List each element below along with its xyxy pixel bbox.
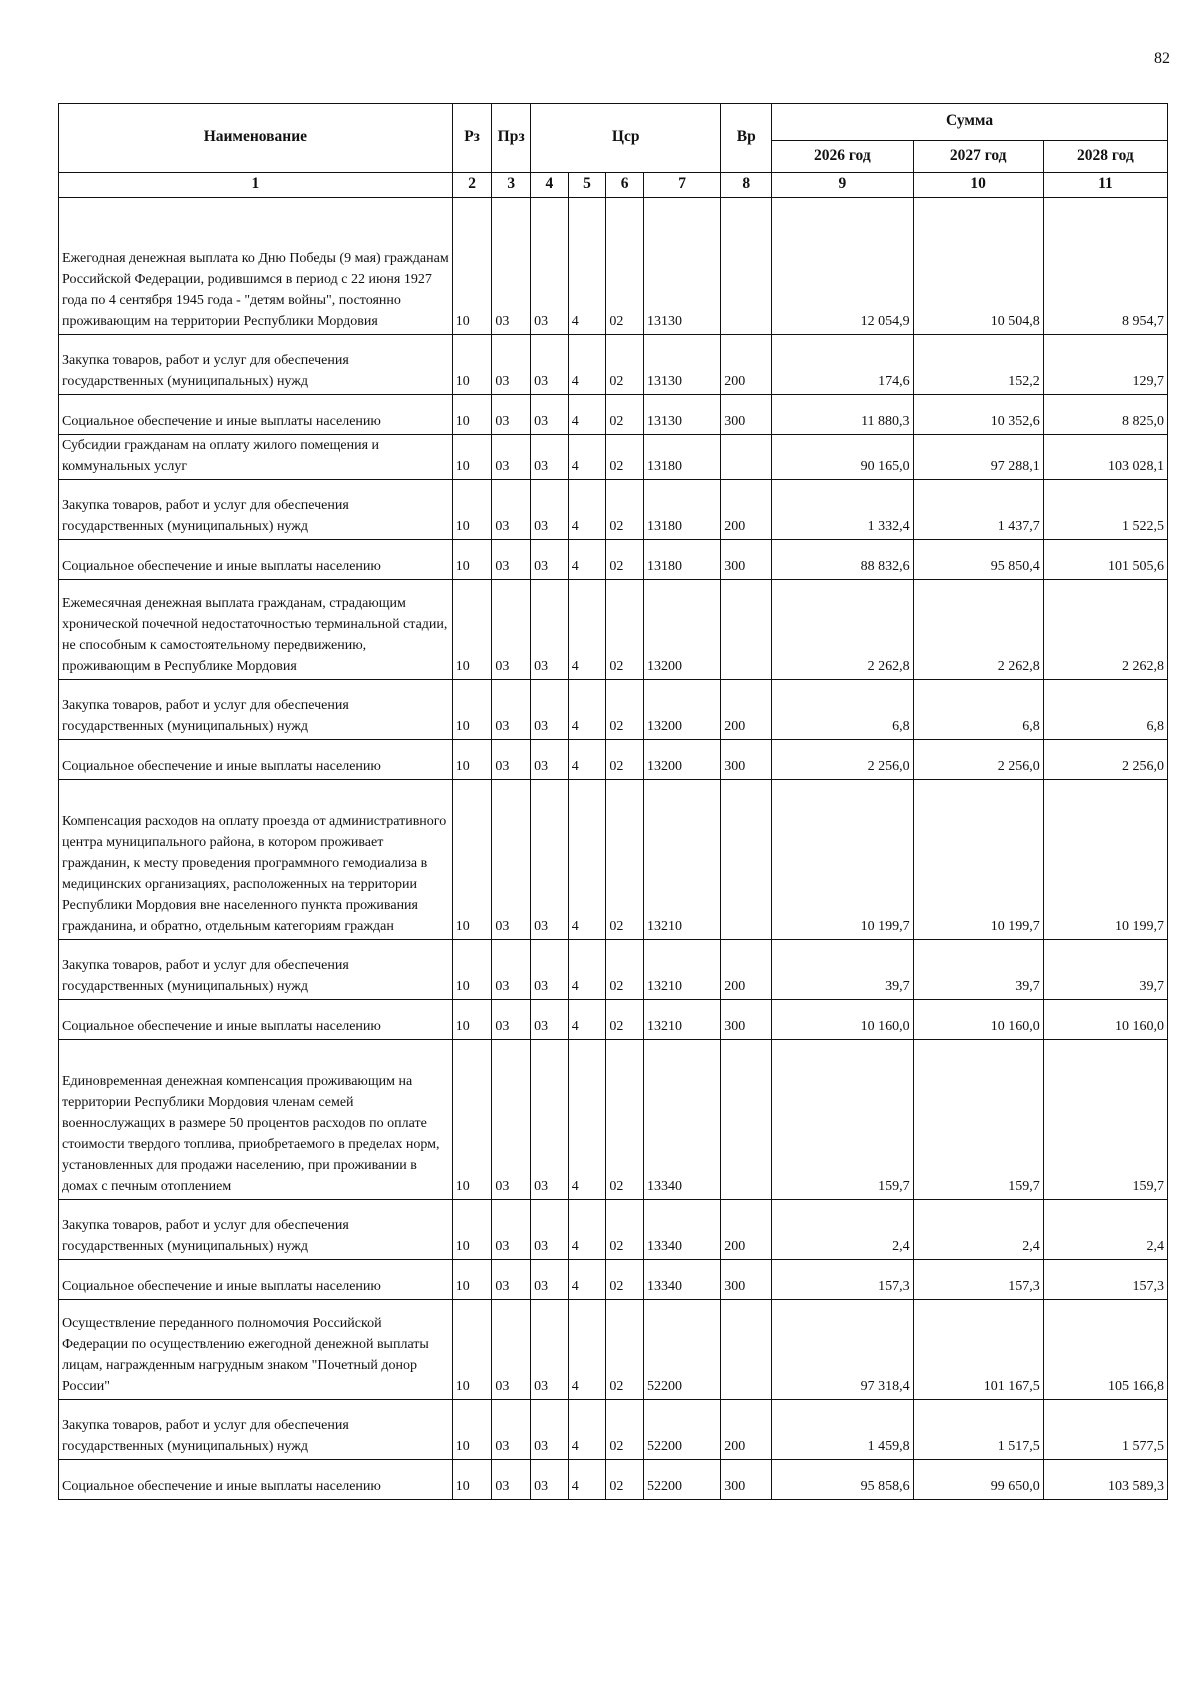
row-vr (721, 1300, 772, 1400)
row-vr: 300 (721, 1000, 772, 1040)
row-amount-2027: 1 437,7 (913, 480, 1043, 540)
row-csr-part1: 03 (531, 1040, 569, 1200)
row-rz: 10 (452, 1400, 492, 1460)
row-amount-2026: 2,4 (772, 1200, 913, 1260)
row-csr-part2: 4 (568, 335, 606, 395)
row-csr-part1: 03 (531, 580, 569, 680)
row-amount-2026: 157,3 (772, 1260, 913, 1300)
row-prz: 03 (492, 540, 531, 580)
row-prz: 03 (492, 780, 531, 940)
table-row (59, 740, 1168, 780)
column-number: 5 (568, 173, 606, 198)
row-csr-part2: 4 (568, 940, 606, 1000)
row-csr-part3: 02 (606, 1460, 644, 1500)
row-amount-2028: 159,7 (1043, 1040, 1167, 1200)
row-csr-part3: 02 (606, 580, 644, 680)
row-csr-part2: 4 (568, 480, 606, 540)
row-prz: 03 (492, 580, 531, 680)
row-amount-2027: 97 288,1 (913, 435, 1043, 480)
row-name: Субсидии гражданам на оплату жилого помещения и коммунальных услуг (59, 435, 453, 480)
row-amount-2027: 10 160,0 (913, 1000, 1043, 1040)
table-row (59, 540, 1168, 580)
row-csr-part1: 03 (531, 435, 569, 480)
row-csr-part4: 13130 (643, 335, 720, 395)
row-amount-2028: 1 577,5 (1043, 1400, 1167, 1460)
row-amount-2026: 1 332,4 (772, 480, 913, 540)
row-csr-part4: 13210 (643, 1000, 720, 1040)
row-prz: 03 (492, 435, 531, 480)
row-vr: 200 (721, 1200, 772, 1260)
row-amount-2027: 101 167,5 (913, 1300, 1043, 1400)
column-number: 7 (643, 173, 720, 198)
row-csr-part3: 02 (606, 780, 644, 940)
row-csr-part1: 03 (531, 198, 569, 335)
row-vr: 300 (721, 540, 772, 580)
budget-table (58, 103, 1168, 1500)
row-amount-2027: 95 850,4 (913, 540, 1043, 580)
table-row (59, 1460, 1168, 1500)
row-amount-2027: 2 262,8 (913, 580, 1043, 680)
header-prz: Прз (492, 104, 531, 173)
row-csr-part1: 03 (531, 335, 569, 395)
row-csr-part2: 4 (568, 1400, 606, 1460)
page-number: 82 (1154, 50, 1170, 67)
row-amount-2028: 129,7 (1043, 335, 1167, 395)
row-csr-part2: 4 (568, 1000, 606, 1040)
row-amount-2028: 1 522,5 (1043, 480, 1167, 540)
table-row (59, 680, 1168, 740)
row-csr-part1: 03 (531, 680, 569, 740)
table-row (59, 395, 1168, 435)
row-csr-part3: 02 (606, 1260, 644, 1300)
row-amount-2028: 8 825,0 (1043, 395, 1167, 435)
row-csr-part2: 4 (568, 1040, 606, 1200)
row-csr-part3: 02 (606, 1200, 644, 1260)
table-row (59, 580, 1168, 680)
row-amount-2028: 101 505,6 (1043, 540, 1167, 580)
row-vr (721, 435, 772, 480)
row-prz: 03 (492, 1040, 531, 1200)
column-number: 2 (452, 173, 492, 198)
row-name: Компенсация расходов на оплату проезда от административного центра муниципального района, в котором проживает гражданин, к месту проведения программного гемодиализа в медицинских организациях, расположенных на территории Республики Мордовия вне населенного пункта проживания гражданина, и обратно, отдельным категориям граждан (59, 780, 453, 940)
row-amount-2026: 10 160,0 (772, 1000, 913, 1040)
row-csr-part4: 13200 (643, 680, 720, 740)
row-amount-2026: 2 256,0 (772, 740, 913, 780)
row-csr-part4: 13180 (643, 435, 720, 480)
row-name: Социальное обеспечение и иные выплаты населению (59, 1260, 453, 1300)
row-amount-2026: 174,6 (772, 335, 913, 395)
row-csr-part3: 02 (606, 940, 644, 1000)
row-rz: 10 (452, 1000, 492, 1040)
row-csr-part2: 4 (568, 1300, 606, 1400)
row-rz: 10 (452, 435, 492, 480)
table-row (59, 198, 1168, 335)
row-vr: 200 (721, 335, 772, 395)
row-amount-2028: 2,4 (1043, 1200, 1167, 1260)
row-amount-2026: 39,7 (772, 940, 913, 1000)
row-csr-part1: 03 (531, 1460, 569, 1500)
row-csr-part4: 13340 (643, 1260, 720, 1300)
row-name: Социальное обеспечение и иные выплаты населению (59, 1000, 453, 1040)
row-csr-part3: 02 (606, 1040, 644, 1200)
table-row (59, 1260, 1168, 1300)
row-csr-part3: 02 (606, 740, 644, 780)
column-number: 1 (59, 173, 453, 198)
row-prz: 03 (492, 198, 531, 335)
row-name: Социальное обеспечение и иные выплаты населению (59, 540, 453, 580)
row-prz: 03 (492, 335, 531, 395)
row-amount-2027: 39,7 (913, 940, 1043, 1000)
row-vr (721, 198, 772, 335)
row-csr-part3: 02 (606, 335, 644, 395)
row-csr-part3: 02 (606, 680, 644, 740)
row-csr-part3: 02 (606, 1400, 644, 1460)
row-csr-part1: 03 (531, 740, 569, 780)
row-amount-2027: 1 517,5 (913, 1400, 1043, 1460)
row-rz: 10 (452, 780, 492, 940)
row-rz: 10 (452, 480, 492, 540)
row-amount-2027: 2 256,0 (913, 740, 1043, 780)
row-name: Закупка товаров, работ и услуг для обеспечения государственных (муниципальных) нужд (59, 1200, 453, 1260)
row-rz: 10 (452, 1260, 492, 1300)
row-rz: 10 (452, 540, 492, 580)
table-row (59, 1200, 1168, 1260)
table-row (59, 780, 1168, 940)
row-csr-part4: 13180 (643, 540, 720, 580)
row-csr-part3: 02 (606, 1000, 644, 1040)
row-amount-2028: 2 262,8 (1043, 580, 1167, 680)
table-row (59, 1040, 1168, 1200)
row-prz: 03 (492, 1260, 531, 1300)
header-year-2027: 2027 год (913, 141, 1043, 173)
row-csr-part4: 13340 (643, 1200, 720, 1260)
row-prz: 03 (492, 480, 531, 540)
row-csr-part2: 4 (568, 740, 606, 780)
table-row (59, 335, 1168, 395)
column-number: 10 (913, 173, 1043, 198)
row-csr-part3: 02 (606, 395, 644, 435)
row-amount-2026: 97 318,4 (772, 1300, 913, 1400)
row-vr: 300 (721, 1260, 772, 1300)
table-row (59, 1400, 1168, 1460)
row-amount-2026: 95 858,6 (772, 1460, 913, 1500)
row-prz: 03 (492, 680, 531, 740)
row-csr-part1: 03 (531, 1200, 569, 1260)
column-number: 11 (1043, 173, 1167, 198)
row-amount-2026: 88 832,6 (772, 540, 913, 580)
row-prz: 03 (492, 1400, 531, 1460)
row-vr: 200 (721, 940, 772, 1000)
row-rz: 10 (452, 1200, 492, 1260)
row-amount-2028: 157,3 (1043, 1260, 1167, 1300)
row-csr-part4: 52200 (643, 1300, 720, 1400)
row-amount-2027: 10 504,8 (913, 198, 1043, 335)
column-number: 3 (492, 173, 531, 198)
column-number: 4 (531, 173, 569, 198)
row-amount-2027: 2,4 (913, 1200, 1043, 1260)
row-csr-part4: 13210 (643, 940, 720, 1000)
row-csr-part4: 13210 (643, 780, 720, 940)
table-row (59, 1000, 1168, 1040)
row-rz: 10 (452, 940, 492, 1000)
row-name: Социальное обеспечение и иные выплаты населению (59, 1460, 453, 1500)
row-csr-part1: 03 (531, 1260, 569, 1300)
row-csr-part2: 4 (568, 435, 606, 480)
row-rz: 10 (452, 335, 492, 395)
row-prz: 03 (492, 1300, 531, 1400)
row-csr-part1: 03 (531, 1400, 569, 1460)
row-csr-part1: 03 (531, 780, 569, 940)
row-name: Закупка товаров, работ и услуг для обеспечения государственных (муниципальных) нужд (59, 1400, 453, 1460)
row-name: Закупка товаров, работ и услуг для обеспечения государственных (муниципальных) нужд (59, 680, 453, 740)
table-header (59, 104, 1168, 198)
header-name: Наименование (59, 104, 453, 173)
row-amount-2026: 6,8 (772, 680, 913, 740)
row-csr-part1: 03 (531, 395, 569, 435)
row-amount-2027: 10 199,7 (913, 780, 1043, 940)
header-year-2026: 2026 год (772, 141, 913, 173)
row-csr-part4: 52200 (643, 1400, 720, 1460)
row-name: Закупка товаров, работ и услуг для обеспечения государственных (муниципальных) нужд (59, 335, 453, 395)
column-number: 8 (721, 173, 772, 198)
row-vr: 300 (721, 740, 772, 780)
row-amount-2028: 2 256,0 (1043, 740, 1167, 780)
row-amount-2026: 10 199,7 (772, 780, 913, 940)
row-csr-part2: 4 (568, 580, 606, 680)
column-number: 9 (772, 173, 913, 198)
row-name: Осуществление переданного полномочия Российской Федерации по осуществлению ежегодной денежной выплаты лицам, награжденным нагрудным знаком "Почетный донор России" (59, 1300, 453, 1400)
row-amount-2028: 103 028,1 (1043, 435, 1167, 480)
row-amount-2028: 10 160,0 (1043, 1000, 1167, 1040)
row-prz: 03 (492, 1460, 531, 1500)
row-vr (721, 780, 772, 940)
row-rz: 10 (452, 198, 492, 335)
row-vr: 300 (721, 395, 772, 435)
row-csr-part2: 4 (568, 780, 606, 940)
row-vr: 200 (721, 680, 772, 740)
header-rz: Рз (452, 104, 492, 173)
row-csr-part3: 02 (606, 480, 644, 540)
row-csr-part3: 02 (606, 1300, 644, 1400)
row-csr-part2: 4 (568, 1460, 606, 1500)
row-vr: 200 (721, 480, 772, 540)
row-amount-2028: 39,7 (1043, 940, 1167, 1000)
row-csr-part4: 13200 (643, 740, 720, 780)
row-amount-2028: 10 199,7 (1043, 780, 1167, 940)
row-amount-2027: 152,2 (913, 335, 1043, 395)
row-csr-part3: 02 (606, 435, 644, 480)
row-rz: 10 (452, 395, 492, 435)
header-csr: Цср (531, 104, 721, 173)
row-csr-part2: 4 (568, 395, 606, 435)
row-amount-2028: 8 954,7 (1043, 198, 1167, 335)
row-amount-2027: 10 352,6 (913, 395, 1043, 435)
row-amount-2027: 157,3 (913, 1260, 1043, 1300)
header-year-2028: 2028 год (1043, 141, 1167, 173)
row-csr-part4: 52200 (643, 1460, 720, 1500)
row-name: Закупка товаров, работ и услуг для обеспечения государственных (муниципальных) нужд (59, 480, 453, 540)
row-name: Ежемесячная денежная выплата гражданам, страдающим хронической почечной недостаточностью терминальной стадии, не способным к самостоятельному передвижению, проживающим в Республике Мордовия (59, 580, 453, 680)
row-rz: 10 (452, 1300, 492, 1400)
row-amount-2028: 105 166,8 (1043, 1300, 1167, 1400)
row-csr-part2: 4 (568, 1200, 606, 1260)
row-rz: 10 (452, 1460, 492, 1500)
row-csr-part1: 03 (531, 940, 569, 1000)
row-amount-2026: 159,7 (772, 1040, 913, 1200)
row-prz: 03 (492, 940, 531, 1000)
row-vr: 200 (721, 1400, 772, 1460)
row-amount-2026: 12 054,9 (772, 198, 913, 335)
row-rz: 10 (452, 680, 492, 740)
row-amount-2027: 6,8 (913, 680, 1043, 740)
table-row (59, 480, 1168, 540)
header-vr: Вр (721, 104, 772, 173)
row-csr-part2: 4 (568, 198, 606, 335)
row-amount-2026: 1 459,8 (772, 1400, 913, 1460)
row-amount-2026: 2 262,8 (772, 580, 913, 680)
row-amount-2027: 99 650,0 (913, 1460, 1043, 1500)
row-prz: 03 (492, 740, 531, 780)
row-prz: 03 (492, 1200, 531, 1260)
row-name: Социальное обеспечение и иные выплаты населению (59, 740, 453, 780)
row-amount-2027: 159,7 (913, 1040, 1043, 1200)
row-csr-part2: 4 (568, 540, 606, 580)
row-amount-2028: 103 589,3 (1043, 1460, 1167, 1500)
column-number: 6 (606, 173, 644, 198)
table-body (59, 198, 1168, 1500)
row-csr-part2: 4 (568, 680, 606, 740)
table-row (59, 435, 1168, 480)
row-name: Ежегодная денежная выплата ко Дню Победы (9 мая) гражданам Российской Федерации, родившимся в период с 22 июня 1927 года по 4 сентября 1945 года - "детям войны", постоянно проживающим на территории Республики Мордовия (59, 198, 453, 335)
row-name: Закупка товаров, работ и услуг для обеспечения государственных (муниципальных) нужд (59, 940, 453, 1000)
row-vr: 300 (721, 1460, 772, 1500)
row-vr (721, 580, 772, 680)
row-name: Единовременная денежная компенсация проживающим на территории Республики Мордовия членам семей военнослужащих в размере 50 процентов расходов по оплате стоимости твердого топлива, приобретаемого в пределах норм, установленных для продажи населению, при проживании в домах с печным отоплением (59, 1040, 453, 1200)
row-prz: 03 (492, 1000, 531, 1040)
row-rz: 10 (452, 580, 492, 680)
row-vr (721, 1040, 772, 1200)
row-csr-part1: 03 (531, 1000, 569, 1040)
row-csr-part3: 02 (606, 540, 644, 580)
row-amount-2026: 11 880,3 (772, 395, 913, 435)
row-csr-part4: 13130 (643, 395, 720, 435)
row-name: Социальное обеспечение и иные выплаты населению (59, 395, 453, 435)
row-csr-part4: 13200 (643, 580, 720, 680)
row-csr-part3: 02 (606, 198, 644, 335)
row-rz: 10 (452, 740, 492, 780)
row-rz: 10 (452, 1040, 492, 1200)
row-prz: 03 (492, 395, 531, 435)
row-csr-part4: 13180 (643, 480, 720, 540)
table-row (59, 940, 1168, 1000)
row-csr-part4: 13340 (643, 1040, 720, 1200)
row-csr-part2: 4 (568, 1260, 606, 1300)
row-csr-part4: 13130 (643, 198, 720, 335)
row-csr-part1: 03 (531, 1300, 569, 1400)
row-csr-part1: 03 (531, 480, 569, 540)
row-amount-2028: 6,8 (1043, 680, 1167, 740)
row-csr-part1: 03 (531, 540, 569, 580)
header-sum: Сумма (772, 104, 1168, 141)
table-row (59, 1300, 1168, 1400)
row-amount-2026: 90 165,0 (772, 435, 913, 480)
